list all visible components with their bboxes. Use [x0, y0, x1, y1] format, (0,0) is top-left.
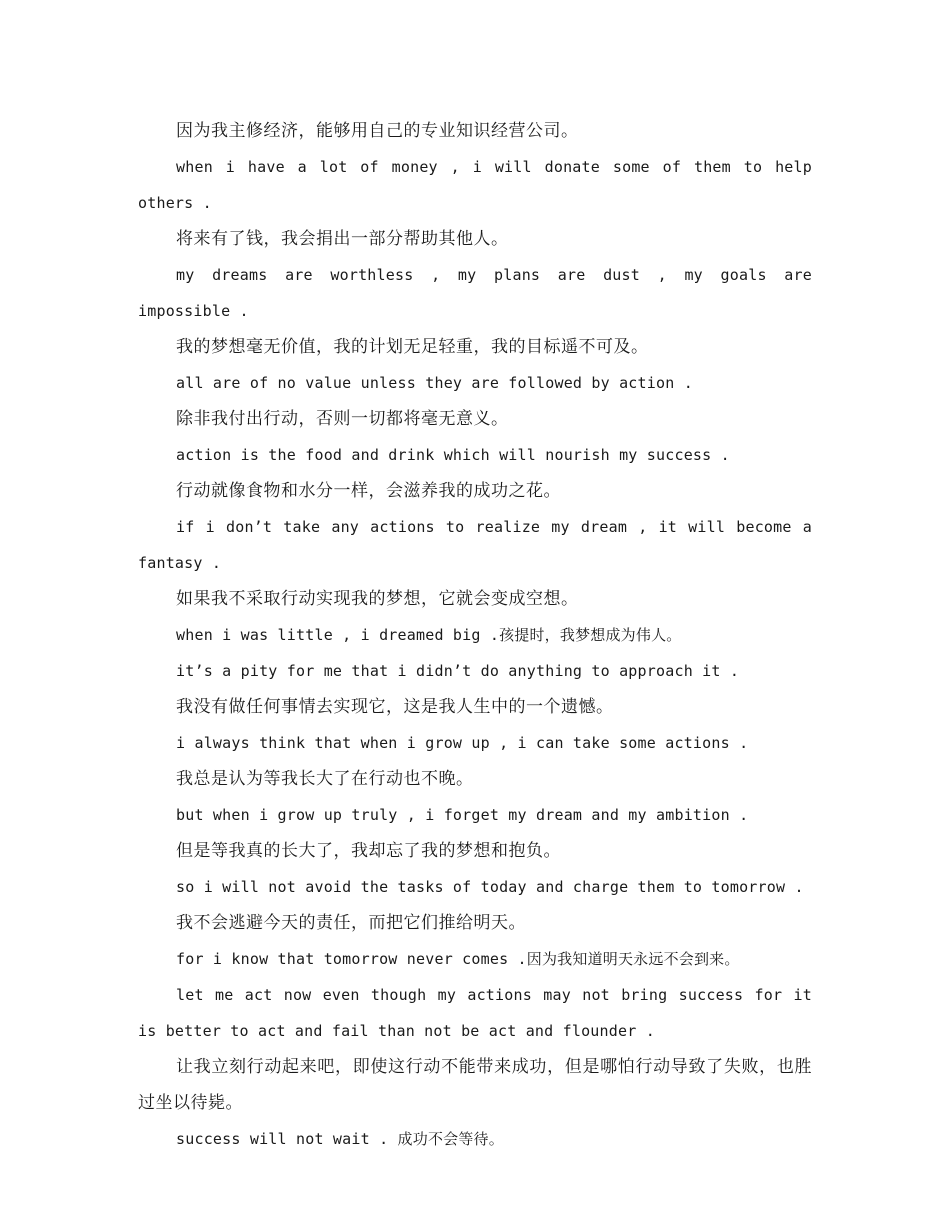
- paragraph: 因为我主修经济，能够用自己的专业知识经营公司。: [176, 121, 579, 141]
- paragraph: but when i grow up truly , i forget my dream and my ambition .: [176, 806, 749, 824]
- paragraph: if i don’t take any actions to realize my dream , it will become a fantasy .: [138, 518, 812, 572]
- paragraph: when i was little , i dreamed big .孩提时，我梦想成为伟人。: [176, 626, 682, 644]
- document-body: [138, 113, 812, 1157]
- paragraph: all are of no value unless they are followed by action .: [176, 374, 693, 392]
- paragraph: 将来有了钱，我会捐出一部分帮助其他人。: [176, 229, 509, 249]
- paragraph: 我不会逃避今天的责任，而把它们推给明天。: [176, 913, 526, 933]
- paragraph: 如果我不采取行动实现我的梦想，它就会变成空想。: [176, 589, 579, 609]
- paragraph: 我没有做任何事情去实现它，这是我人生中的一个遗憾。: [176, 697, 614, 717]
- paragraph: action is the food and drink which will nourish my success .: [176, 446, 730, 464]
- paragraph: let me act now even though my actions may not bring success for it is better to act and fail than not be act and flounder .: [138, 986, 812, 1040]
- paragraph: 行动就像食物和水分一样，会滋养我的成功之花。: [176, 481, 561, 501]
- paragraph: for i know that tomorrow never comes .因为我知道明天永远不会到来。: [176, 950, 740, 968]
- paragraph: when i have a lot of money , i will donate some of them to help others .: [138, 158, 812, 212]
- paragraph: 让我立刻行动起来吧，即使这行动不能带来成功，但是哪怕行动导致了失败，也胜过坐以待毙。: [138, 1057, 812, 1113]
- paragraph: success will not wait . 成功不会等待。: [176, 1130, 504, 1148]
- paragraph: 我总是认为等我长大了在行动也不晚。: [176, 769, 474, 789]
- paragraph: it’s a pity for me that i didn’t do anything to approach it .: [176, 662, 740, 680]
- paragraph: my dreams are worthless , my plans are dust , my goals are impossible .: [138, 266, 812, 320]
- paragraph: 我的梦想毫无价值，我的计划无足轻重，我的目标遥不可及。: [176, 337, 649, 357]
- paragraph: 除非我付出行动，否则一切都将毫无意义。: [176, 409, 509, 429]
- paragraph: 但是等我真的长大了，我却忘了我的梦想和抱负。: [176, 841, 561, 861]
- paragraph: i always think that when i grow up , i can take some actions .: [176, 734, 749, 752]
- paragraph: so i will not avoid the tasks of today and charge them to tomorrow .: [176, 878, 804, 896]
